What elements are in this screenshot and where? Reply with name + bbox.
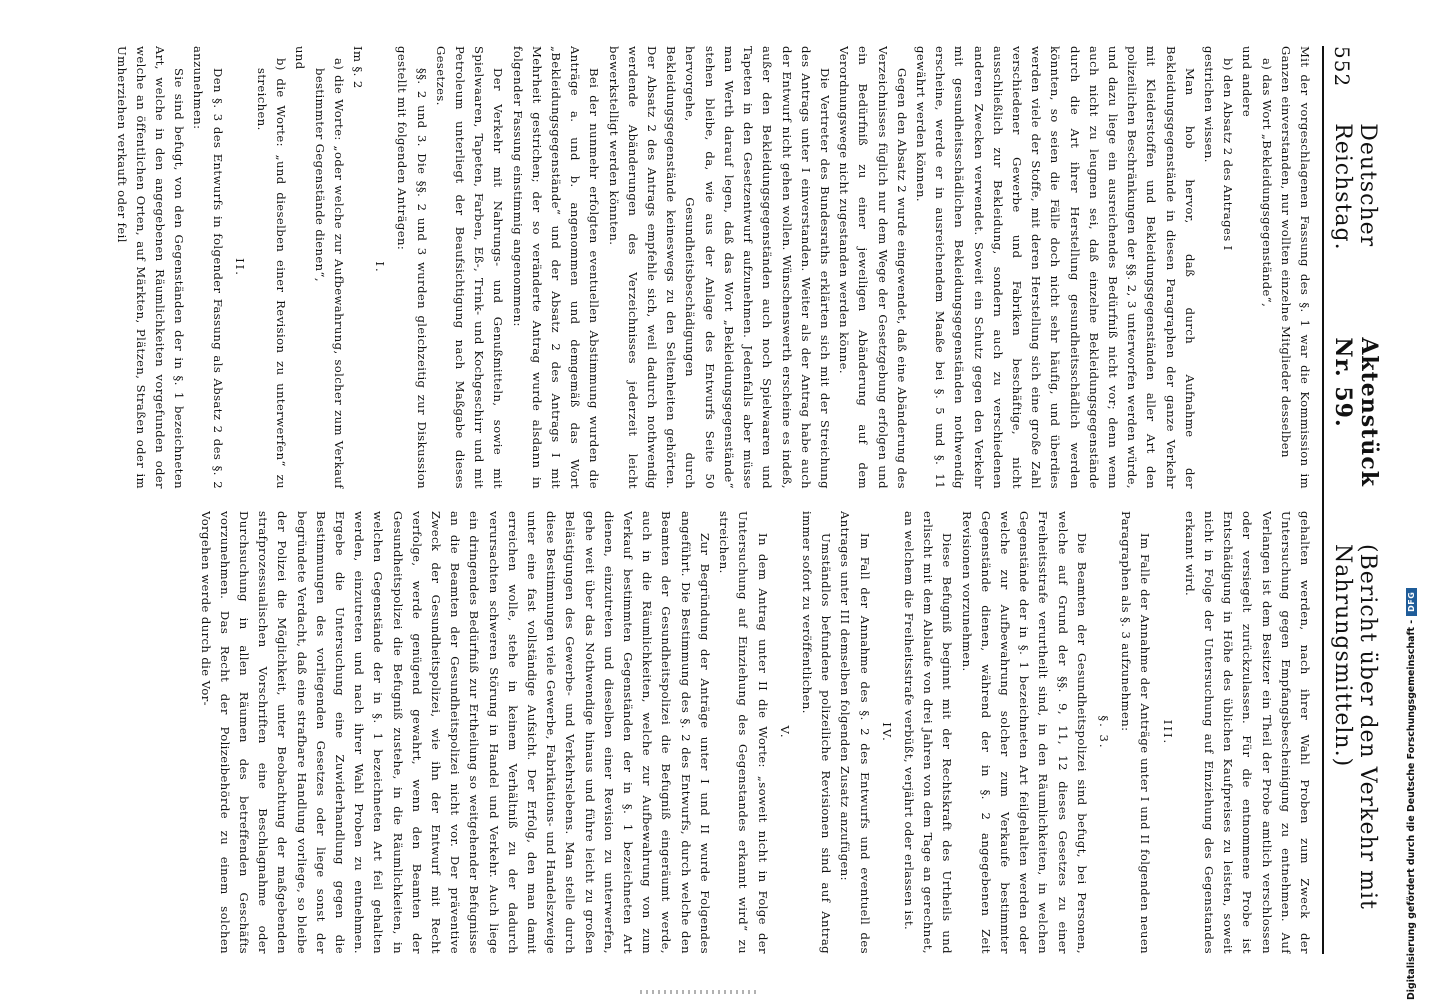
paragraph: Der Verkehr mit Nahrungs- und Genußmitteln, sowie mit Spielwaaren, Tapeten, Farben, Eß-, Trink- und Kochgeschirr und mit Petroleum unterliegt der Beaufsichtigung nach Maßgabe dieses Gesetzes.	[433, 46, 506, 489]
paragraph: gestrichen wissen.	[1201, 46, 1216, 163]
paragraph: Umständlos befundene polizeiliche Revisionen sind auf Antrag immer sofort zu veröffentlichen.	[799, 511, 834, 954]
section-numeral: III.	[1160, 719, 1175, 746]
paragraph: Mit der vorgeschlagenen Fassung des §. 1 war die Kommission im Ganzen einverstanden, nur wollten einzelne Mitglieder desselben	[1278, 46, 1312, 489]
paragraph: Die Beamten der Gesundheitspolizei sind befugt, bei Personen, welche auf Grund der §§. 9, 11, 12 dieses Gesetzes zu einer Freiheitsstrafe verurtheilt sind, in den Räumlichkeiten, in welchen Gegenstände der in §. 1 bezeichneten Art feilgehalten werden oder welche zur Aufbewahrung solcher zum Verkaufe bestimmter Gegenstände dienen, während der in §. 2 angegebenen Zeit Revisionen vorzunehmen.	[959, 511, 1089, 954]
paragraph: Sie sind befugt, von den Gegenständen der in §. 1 bezeichneten Art, welche in den angegebenen Räumlichkeiten vorgefunden oder welche an öffentlichen Orten, auf Märkten, Plätzen, Straßen oder im Umherziehen verkauft oder feil	[114, 46, 187, 489]
paragraph: Bei der nunmehr erfolgten eventuellen Abstimmung wurden die Anträge a. und b. angenommen und demgemäß das Wort „Bekleidungsgegenstände“ und der Absatz 2 des Antrags I mit Mehrheit gestrichen; der so veränderte Antrag wurde alsdann in folgender Fassung einstimmig angenommen:	[510, 46, 602, 489]
paragraph: Zur Begründung der Anträge unter I und II wurde Folgendes angeführt. Die Bestimmung des §. 2 des Entwurfs, durch welche den Beamten der Gesundheitspolizei die Befugniß eingeräumt werde, auch in die Räumlichkeiten, welche zur Aufbewahrung von zum Verkauf bestimmten Gegenständen der in §. 1 bezeichneten Art dienen, einzutreten und dieselben einer Revision zu unterwerfen, gehe weit über das Nothwendige hinaus und führe leicht zu großen Belästigungen des Gewerbe- und Verkehrslebens. Man stelle durch diese Bestimmungen viele Gewerbe, Fabrikations- und Handelszweige unter eine fast vollständige Aufsicht. Der Erfolg, den man damit erreichen wolle, stehe in keinem Verhältniß zu der dadurch verursachten schweren Störung in Handel und Verkehr. Auch liege ein dringendes Bedürfniß zur Ertheilung so weitgehender Befugnisse an die Beamten der Gesundheitspolizei nicht vor. Der präventive Zweck der Gesundheitspolizei, wie ihn der Entwurf mit Recht verfolge, werde genügend gewahrt, wenn den Beamten der Gesundheitspolizei die Befugniß zustehe, in die Räumlichkeiten, in welchen Gegenstände der in §. 1 bezeichneten Art feil gehalten werden, einzutreten und nach ihrer Wahl Proben zu entnehmen. Ergebe die Untersuchung eine Zuwiderhandlung gegen die Bestimmungen des vorliegenden Gesetzes oder liege sonst der begründete Verdacht, daß eine strafbare Handlung vorliege, so bleibe der Polizei die Möglichkeit, unter Beobachtung der maßgebenden strafprozessualischen Vorschriften eine Beschlagnahme oder Durchsuchung in allen Räumen des betreffenden Geschäfts vorzunehmen. Das Recht der Polizeibehörde zu einem solchen Vorgehen werde durch die Vor-	[198, 511, 712, 954]
report-title: (Bericht über den Verkehr mit Nahrungsmitteln.)	[1330, 544, 1380, 910]
paragraph: Man hob hervor, daß durch Aufnahme der Bekleidungsgegenstände in diesen Paragraphen der ganze Verkehr mit Kleiderstoffen und Bekleidungsgegenständen aller Art den polizeilichen Beschränkungen der §§. 2, 3 unterworfen werden würde, und dazu liege ein ausreichendes Bedürfniß nicht vor; denn wenn auch nicht zu leugnen sei, daß einzelne Bekleidungsgegenstände durch die Art ihrer Herstellung gesundheitsschädlich werden könnten, so seien die Fälle doch nicht sehr häufig, und überdies werden viele der Stoffe, mit deren Herstellung sich eine große Zahl verschiedener Gewerbe und Fabriken beschäftige, nicht ausschließlich zur Bekleidung, sondern auch zu verschiedenen anderen Zwecken verwendet. Soweit ein Schutz gegen den Verkehr mit gesundheitsschädlichen Bekleidungsgegenständen nothwendig erscheine, werde er in ausreichendem Maaße bei §. 5 und §. 11 gewährt werden können.	[913, 46, 1197, 489]
list-item: b) den Absatz 2 des Antrages I	[1221, 58, 1236, 251]
paragraph: Im Falle der Annahme der Anträge unter I und II folgenden neuen Paragraphen als §. 3 aufzunehmen:	[1119, 511, 1153, 954]
digitization-credit-strip	[1396, 0, 1426, 1000]
paragraph: In dem Antrag unter II die Worte: „soweit nicht in Folge der Untersuchung auf Einziehung des Gegenstandes erkannt wird“ zu streichen.	[717, 511, 770, 954]
section-numeral: IV.	[879, 722, 894, 743]
list-item: a) die Worte: „oder welche zur Aufbewahrung, solcher zum Verkauf bestimmter Gegenstände dienen“,	[312, 58, 346, 489]
section-numeral: §. 3.	[1096, 715, 1111, 750]
digitization-credit	[1396, 0, 1426, 1000]
paragraph: Gegen den Absatz 2 wurde eingewendet, daß eine Abänderung des Verzeichnisses füglich nur dem Wege der Gesetzgebung erfolgen und ein Bedürfniß zu einer jeweiligen Abänderung auf dem Verordnungswege nicht zugestanden werden könne.	[837, 46, 909, 489]
text-columns	[70, 46, 1314, 954]
text-column-right	[70, 511, 1314, 954]
credit-text: Digitalisierung gefördert durch die Deutsche Forschungsgemeinschaft -	[1405, 619, 1417, 1000]
section-numeral: V.	[777, 725, 792, 740]
paragraph: Im §. 2	[351, 46, 366, 89]
paragraph: und andere	[1240, 46, 1255, 118]
paragraph: Die Vertreter des Bundesraths erklärten sich mit der Streichung des Antrags unter I einverstanden. Weiter als der Antrag habe auch der Entwurf nicht gehen wollen. Wünschenswerth erscheine es indeß, außer den Bekleidungsgegenständen auch noch Spielwaaren und Tapeten in den Gesetzentwurf aufzunehmen. Jedenfalls aber müsse man Werth darauf legen, daß das Wort „Bekleidungsgegenstände“ stehen bleibe, da, wie aus der Anlage des Entwurfs Seite 50 hervorgehe, Gesundheitsbeschädigungen durch Bekleidungsgegenstände keineswegs zu den Seltenheiten gehörten. Der Absatz 2 des Antrags empfehle sich, weil dadurch nothwendig werdende Abänderungen des Verzeichnisses jederzeit leicht bewerkstelligt werden könnten.	[606, 46, 832, 489]
paragraph: Den §. 3 des Entwurfs in folgender Fassung als Absatz 2 des §. 2 anzunehmen:	[191, 46, 225, 489]
paragraph: Diese Befugniß beginnt mit der Rechtskraft des Urtheils und erlischt mit dem Ablaufe von drei Jahren von dem Tage an gerechnet, an welchem die Freiheitsstrafe verbüßt, verjährt oder erlassen ist.	[901, 511, 955, 954]
rotated-document-page	[36, 20, 1396, 980]
list-item: a) das Wort „Bekleidungsgegenstände“,	[1259, 58, 1274, 308]
paragraph: §§. 2 und 3. Die §§. 2 und 3 wurden gleichzeitig zur Diskussion gestellt mit folgenden Anträgen:	[395, 46, 429, 489]
paragraph: Im Fall der Annahme des §. 2 des Entwurfs und eventuell des Antrages unter III demselben folgenden Zusatz anzufügen:	[838, 511, 872, 954]
paragraph: gehalten werden, nach ihrer Wahl Proben zum Zweck der Untersuchung gegen Empfangsbescheinigung zu entnehmen. Auf Verlangen ist dem Besitzer ein Theil der Probe amtlich verschlossen oder versiegelt zurückzulassen. Für die entnommene Probe ist Entschädigung in Höhe des üblichen Kaufpreises zu leisten, soweit nicht in Folge der Untersuchung auf Einziehung des Gegenstandes erkannt wird.	[1182, 511, 1312, 954]
text-column-left	[70, 46, 1314, 489]
dfg-logo: DFG	[1406, 588, 1417, 616]
scan-artifact	[640, 990, 760, 994]
document-number: Aktenstück Nr. 59.	[1330, 337, 1382, 487]
list-item: b) die Worte: „und dieselben einer Revision zu unterwerfen“ zu streichen.	[255, 58, 289, 489]
publication-title: Deutscher Reichstag.	[1330, 123, 1380, 251]
page-number: 552	[1330, 46, 1354, 88]
section-numeral: II.	[232, 258, 247, 277]
header-rule	[1322, 46, 1324, 954]
page-header	[1330, 46, 1382, 954]
paragraph: und	[293, 46, 308, 70]
section-numeral: I.	[373, 261, 388, 274]
